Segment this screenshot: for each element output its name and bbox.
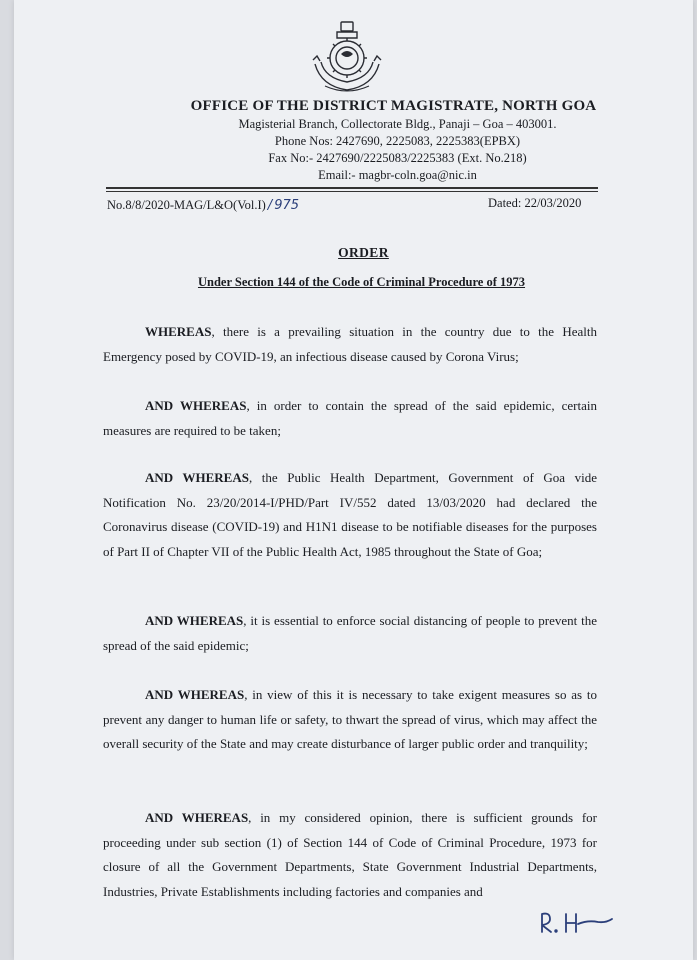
paragraph: [103, 320, 597, 369]
order-subtitle: Under Section 144 of the Code of Criminal Procedure of 1973: [197, 275, 526, 289]
paragraph-text: , there is a prevailing situation in the country due to the Health Emergency posed by COVID-19, an infectious disease caused by Corona Virus;: [103, 324, 597, 364]
email-line: Email:- magbr-coln.goa@nic.in: [318, 168, 477, 182]
paragraph-text: , in view of this it is necessary to take exigent measures so as to prevent any danger to human life or safety, to thwart the spread of virus, which may affect the overall security of the State and may create disturbance of larger public order and tranquility;: [103, 687, 598, 752]
paragraph-lead: WHEREAS: [145, 324, 212, 339]
goa-state-emblem-icon: [307, 20, 387, 102]
paragraph-text: , it is essential to enforce social distancing of people to prevent the spread of the said epidemic;: [103, 613, 598, 653]
reference-code: No.8/8/2020-MAG/L&O(Vol.I): [107, 198, 266, 212]
reference-number: [107, 198, 299, 213]
paragraph: [103, 609, 597, 658]
handwritten-number: / 975: [268, 198, 299, 213]
phone-line: Phone Nos: 2427690, 2225083, 2225383(EPBX): [274, 134, 521, 148]
paragraph-text: , in order to contain the spread of the said epidemic, certain measures are required to be taken;: [103, 398, 597, 438]
handwritten-initials: [534, 908, 624, 938]
paragraph-text: , in my considered opinion, there is sufficient grounds for proceeding under sub section (1) of Section 144 of Code of Criminal Procedure, 1973 for closure of all the Government Departments, State Government Industrial Departments, Industries, Private Establishments including factories and companies and: [103, 810, 597, 899]
fax-line: Fax No:- 2427690/2225083/2225383 (Ext. No.218): [268, 151, 527, 165]
paragraph-lead: AND WHEREAS: [145, 398, 247, 413]
paragraph-lead: AND WHEREAS: [145, 470, 249, 485]
document-page: [14, 0, 693, 960]
header-divider: [106, 187, 598, 189]
paragraph: [103, 466, 597, 564]
address-line: Magisterial Branch, Collectorate Bldg., Panaji – Goa – 403001.: [238, 117, 557, 131]
paragraph: [103, 394, 597, 443]
paragraph-lead: AND WHEREAS: [145, 810, 249, 825]
order-title: ORDER: [338, 245, 389, 260]
office-title: OFFICE OF THE DISTRICT MAGISTRATE, NORTH GOA: [190, 98, 597, 114]
paragraph-lead: AND WHEREAS: [145, 687, 245, 702]
paragraph-text: , the Public Health Department, Government of Goa vide Notification No. 23/20/2014-I/PHD/Part IV/552 dated 13/03/2020 had declared the Coronavirus disease (COVID-19) and H1N1 disease to be notifiable diseases for the purposes of Part II of Chapter VII of the Public Health Act, 1985 throughout the State of Goa;: [103, 470, 597, 559]
paragraph: [103, 806, 597, 904]
header-divider-thin: [106, 191, 598, 192]
date-line: Dated: 22/03/2020: [488, 196, 582, 210]
paragraph-lead: AND WHEREAS: [145, 613, 244, 628]
paragraph: [103, 683, 597, 757]
